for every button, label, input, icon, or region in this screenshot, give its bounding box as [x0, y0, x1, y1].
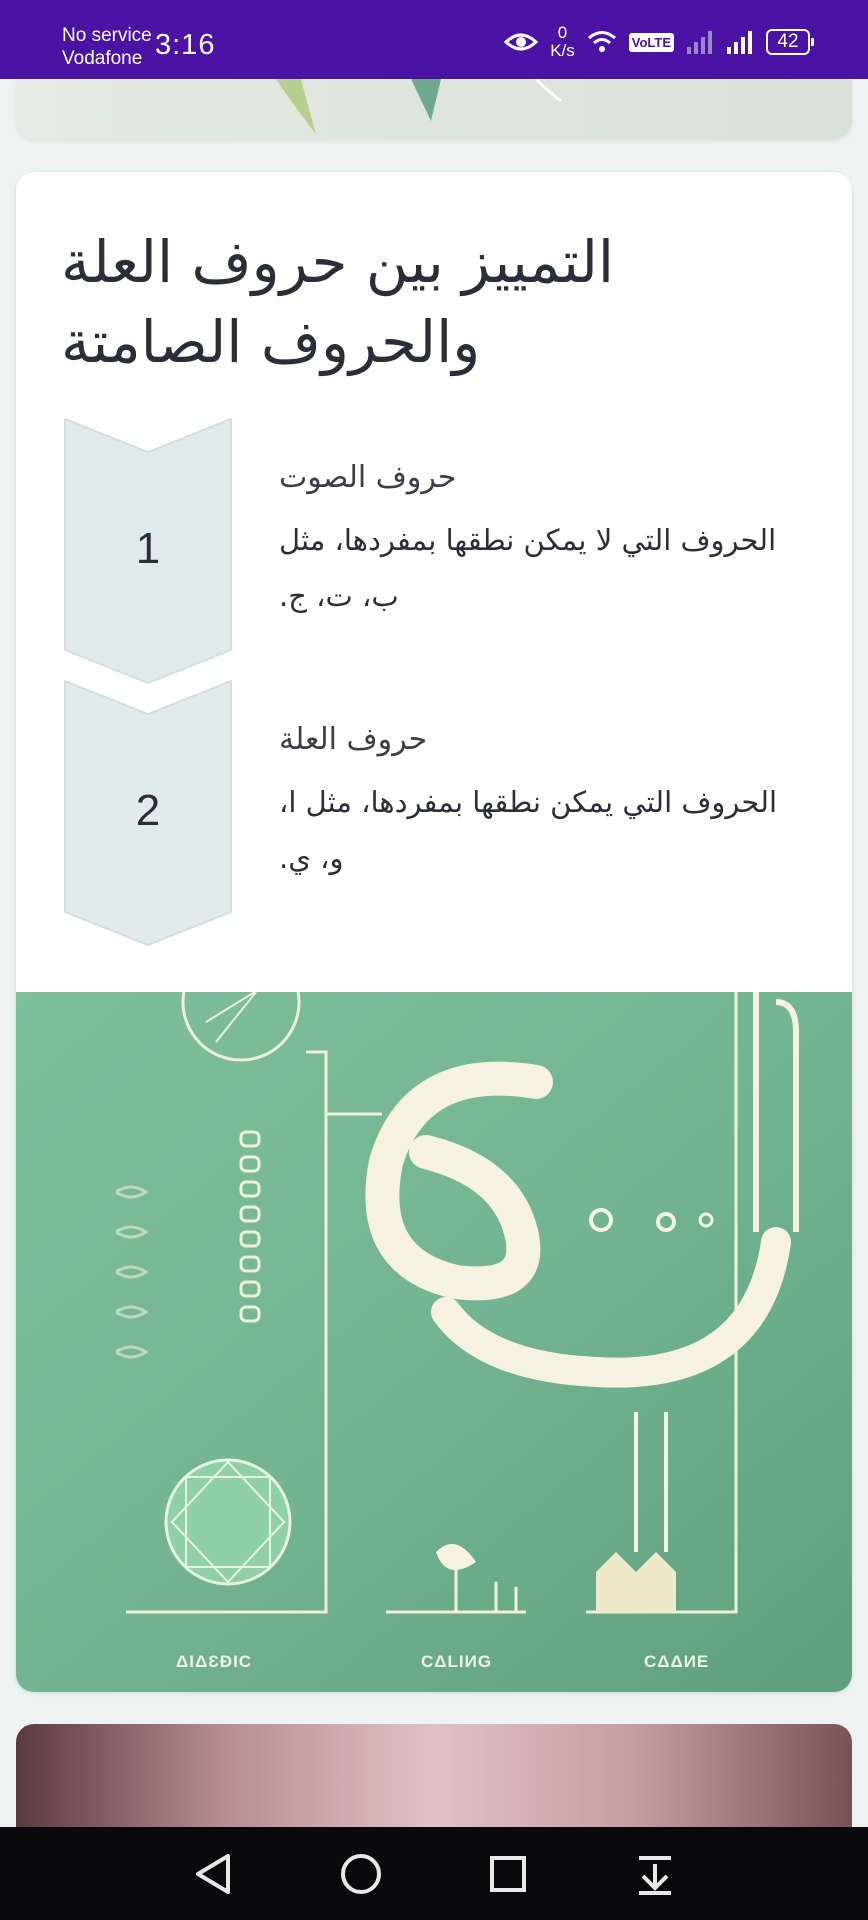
illustration-caption: ΔIΔƐƉIC: [176, 1652, 253, 1671]
back-button[interactable]: [186, 1846, 242, 1902]
wifi-icon: [587, 29, 617, 55]
step-heading: حروف الصوت: [279, 460, 457, 495]
status-bar: [0, 0, 868, 79]
leaf-decoration: [16, 79, 852, 139]
step-number: 1: [135, 524, 161, 573]
notifications-pull-button[interactable]: [627, 1846, 683, 1902]
recents-button[interactable]: [480, 1846, 536, 1902]
speed-unit: K/s: [550, 41, 575, 60]
next-card-image: [16, 1724, 852, 1827]
eye-icon: [504, 31, 538, 53]
card-title: التمييز بين حروف العلة والحروف الصامتة: [61, 228, 614, 376]
previous-card-image: [16, 79, 852, 139]
step-description: الحروف التي يمكن نطقها بمفردها، مثل ا، و، ي.: [279, 785, 778, 875]
network-speed: [550, 24, 575, 60]
home-button[interactable]: [333, 1846, 389, 1902]
carrier-status: No service: [62, 25, 152, 46]
step-heading: حروف العلة: [279, 722, 428, 757]
step-number: 2: [135, 786, 161, 835]
battery-icon: 42: [766, 29, 810, 55]
download-icon: [635, 1852, 675, 1896]
recents-icon: [488, 1854, 528, 1894]
illustration-caption: CΔLIИG: [421, 1652, 493, 1671]
illustration-graphic: [16, 992, 852, 1692]
status-icons: [504, 22, 810, 62]
step-item: [64, 680, 824, 946]
back-icon: [194, 1852, 234, 1896]
lesson-card: [16, 172, 852, 1692]
illustration-caption: CΔΔИE: [644, 1652, 710, 1671]
home-icon: [339, 1852, 383, 1896]
navigation-bar: [0, 1827, 868, 1920]
carrier-name: Vodafone: [62, 48, 143, 69]
volte-badge: VoLTE: [629, 33, 674, 52]
signal-icon: [726, 29, 754, 55]
arabic-letters-illustration: [16, 992, 852, 1692]
step-description: الحروف التي لا يمكن نطقها بمفردها، مثل ب، ت، ج.: [279, 523, 777, 613]
signal-icon: [686, 29, 714, 55]
speed-value: 0: [557, 23, 568, 42]
clock: 3:16: [155, 29, 216, 61]
step-item: [64, 418, 824, 684]
carrier-info: [62, 24, 152, 70]
